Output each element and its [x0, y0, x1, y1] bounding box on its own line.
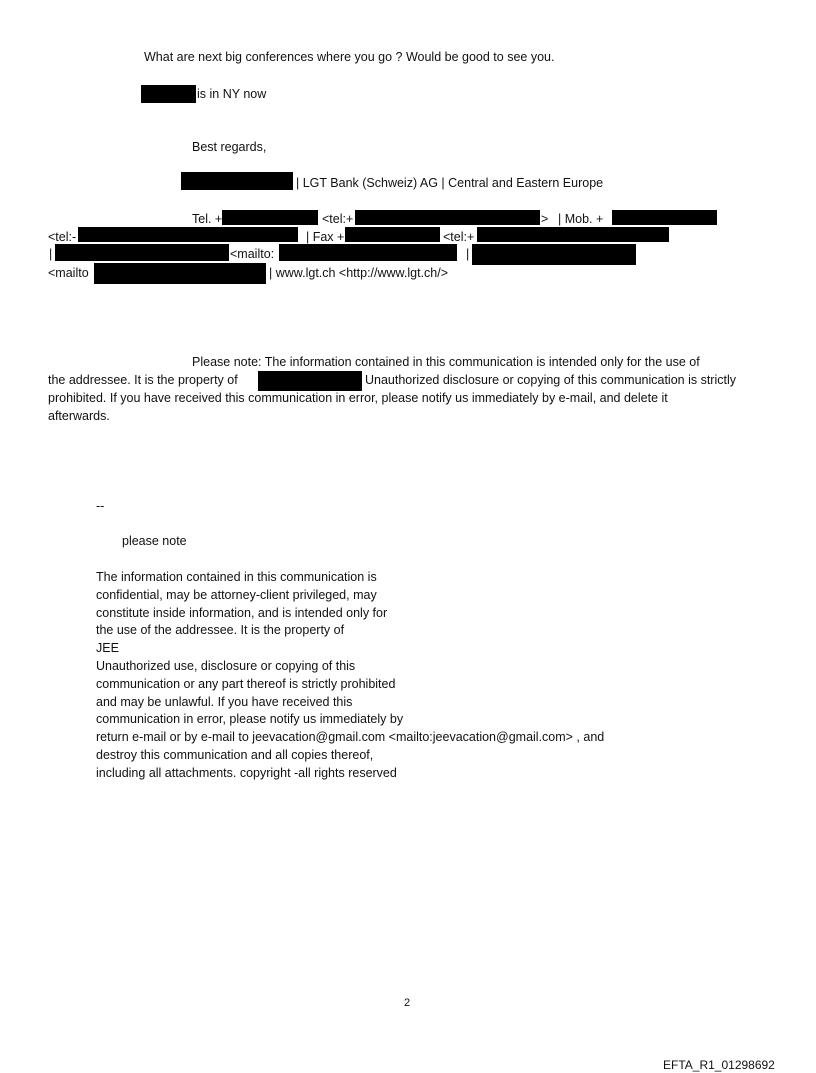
notice-line: including all attachments. copyright -all rights reserved	[96, 765, 397, 780]
tel2-prefix: <tel:-	[48, 230, 77, 244]
please-note-heading: please note	[122, 534, 187, 548]
redaction-box	[141, 85, 196, 103]
redaction-box	[55, 244, 229, 261]
web-link: | www.lgt.ch <http://www.lgt.ch/>	[269, 266, 449, 280]
notice-line: JEE	[96, 641, 119, 656]
notice-line: return e-mail or by e-mail to jeevacation@gmail.com <mailto:jeevacation@gmail.com> , and	[96, 730, 605, 745]
tel-close: >	[541, 212, 549, 226]
disclaimer-line: Please note: The information contained in this communication is intended only for the use of	[192, 355, 700, 369]
disclaimer-line: afterwards.	[48, 409, 110, 423]
disclaimer-line: prohibited. If you have received this communication in error, please notify us immediately by e-mail, and delete it	[48, 391, 668, 405]
ny-line: is in NY now	[197, 87, 267, 101]
tel-uri: <tel:+	[322, 212, 354, 226]
notice-line: constitute inside information, and is intended only for	[96, 605, 388, 620]
redaction-box	[612, 210, 717, 225]
mailto2: <mailto	[48, 266, 89, 280]
notice-line: Unauthorized use, disclosure or copying of this	[96, 658, 356, 673]
disclaimer-line: Unauthorized disclosure or copying of this communication is strictly	[365, 373, 736, 387]
confidentiality-notice	[96, 569, 604, 783]
intro-line: What are next big conferences where you go ? Would be good to see you.	[144, 50, 555, 64]
signature-company: | LGT Bank (Schweiz) AG | Central and Eastern Europe	[296, 176, 604, 190]
redaction-box	[78, 227, 298, 242]
mailto-open: <mailto:	[230, 247, 275, 261]
pipe: |	[466, 247, 470, 261]
mob-label: | Mob. +	[558, 212, 604, 226]
notice-line: communication or any part thereof is strictly prohibited	[96, 676, 396, 691]
redaction-box	[472, 244, 636, 265]
fax-label: | Fax +	[306, 230, 345, 244]
tel-label: Tel. +	[192, 212, 223, 226]
notice-line: destroy this communication and all copies thereof,	[96, 747, 374, 762]
redaction-box	[345, 227, 440, 242]
regards-line: Best regards,	[192, 140, 267, 154]
notice-line: The information contained in this communication is	[96, 570, 377, 584]
redaction-box	[355, 210, 540, 225]
page-number: 2	[404, 997, 411, 1009]
notice-line: and may be unlawful. If you have received this	[96, 694, 353, 709]
document-id: EFTA_R1_01298692	[663, 1058, 775, 1072]
pipe: |	[49, 247, 53, 261]
redaction-box	[181, 172, 293, 190]
notice-line: communication in error, please notify us immediately by	[96, 712, 404, 727]
redaction-box	[222, 210, 318, 225]
disclaimer-line: the addressee. It is the property of	[48, 373, 238, 387]
redaction-box	[94, 263, 266, 284]
notice-line: the use of the addressee. It is the property of	[96, 623, 345, 638]
separator-dashes: --	[96, 499, 105, 513]
notice-line: confidential, may be attorney-client privileged, may	[96, 587, 377, 602]
redaction-box	[279, 244, 457, 261]
redaction-box	[258, 371, 362, 391]
fax-uri: <tel:+	[443, 230, 475, 244]
redaction-box	[477, 227, 669, 242]
